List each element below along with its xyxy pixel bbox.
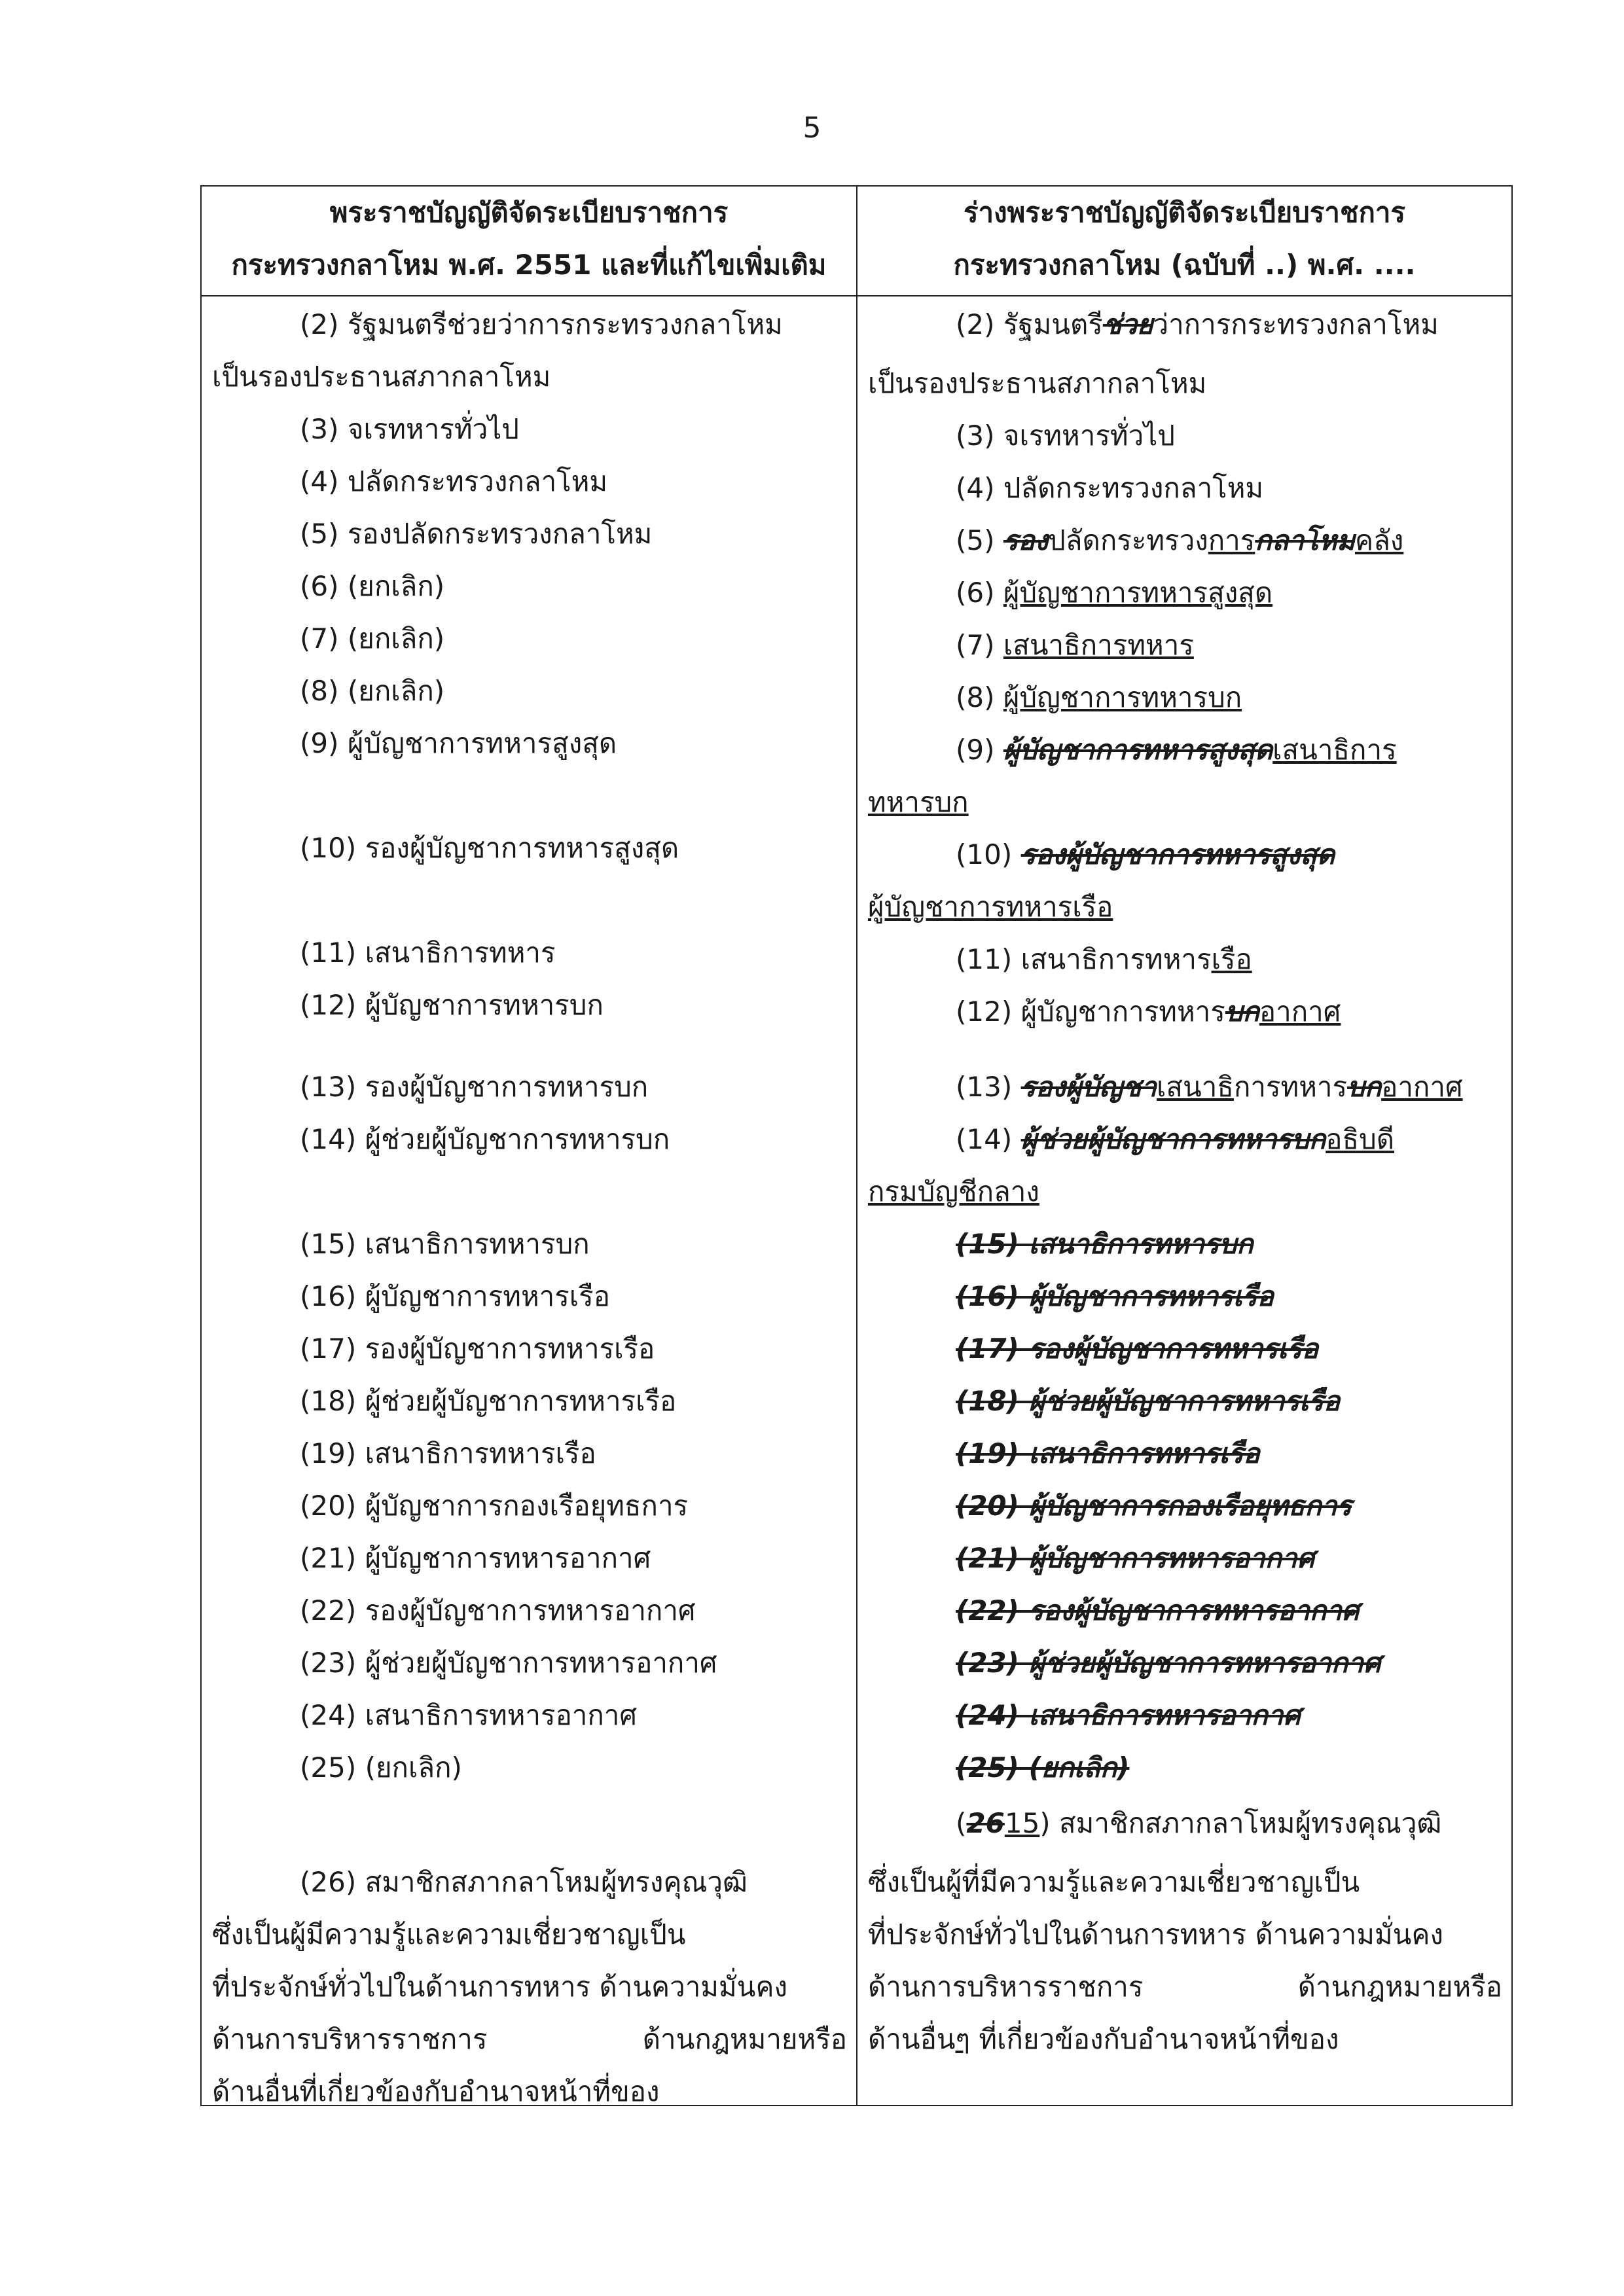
right-line (956, 1066, 1502, 1109)
left-line: (25) (ยกเลิก) (300, 1751, 462, 1784)
left-line: (3) จเรทหารทั่วไป (300, 413, 519, 445)
right-line (956, 676, 1502, 719)
left-line: ที่ประจักษ์ทั่วไปในด้านการทหาร ด้านความมั่นคง (212, 1971, 787, 2003)
header-draft-law-line-1: ร่างพระราชบัญญัติจัดระเบียบราชการ (963, 196, 1406, 228)
right-line (956, 1589, 1502, 1632)
header-draft-law (857, 186, 1512, 296)
right-line (956, 1694, 1502, 1737)
inserted-text: ๆ (955, 2023, 971, 2055)
left-line: (19) เสนาธิการทหารเรือ (300, 1437, 596, 1469)
inserted-text: เสนาธิการ (1272, 734, 1397, 766)
deleted-text: (18) ผู้ช่วยผู้บัญชาการทหารเรือ (956, 1385, 1341, 1417)
left-line: (15) เสนาธิการทหารบก (300, 1228, 590, 1260)
deleted-text: บก (1347, 1071, 1382, 1103)
left-line: (16) ผู้บัญชาการทหารเรือ (300, 1280, 610, 1312)
right-line: เป็นรองประธานสภากลาโหม (868, 367, 1207, 399)
deleted-text: (17) รองผู้บัญชาการทหารเรือ (956, 1333, 1319, 1365)
left-line: (7) (ยกเลิก) (300, 622, 445, 655)
right-line: ด้านการบริหารราชการ ด้านกฎหมายหรือ (868, 1971, 1502, 2003)
deleted-text: ผู้บัญชาการทหารสูงสุด (1003, 734, 1273, 766)
left-line: (23) ผู้ช่วยผู้บัญชาการทหารอากาศ (300, 1647, 717, 1679)
deleted-text: (24) เสนาธิการทหารอากาศ (956, 1699, 1301, 1731)
right-line (956, 624, 1502, 667)
right-line (956, 990, 1502, 1033)
right-line (956, 1223, 1502, 1266)
inserted-text: เรือ (1211, 943, 1252, 975)
right-line (956, 1118, 1502, 1161)
left-line: (5) รองปลัดกระทรวงกลาโหม (300, 518, 653, 550)
draft-text: (14) (956, 1123, 1021, 1155)
deleted-text: ผู้ช่วยผู้บัญชาการทหารบก (1020, 1123, 1326, 1155)
left-line: (26) สมาชิกสภากลาโหมผู้ทรงคุณวุฒิ (300, 1866, 748, 1898)
deleted-text: รอง (1003, 524, 1049, 556)
left-line: (2) รัฐมนตรีช่วยว่าการกระทรวงกลาโหม (300, 308, 783, 340)
draft-text: ปลัดกระทรวง (1048, 524, 1208, 556)
right-line (956, 1537, 1502, 1580)
left-line: (18) ผู้ช่วยผู้บัญชาการทหารเรือ (300, 1385, 677, 1417)
header-current-law-line-1: พระราชบัญญัติจัดระเบียบราชการ (329, 196, 729, 228)
comparison-table (200, 185, 1513, 2106)
draft-text: ว่าการกระทรวงกลาโหม (1153, 308, 1439, 340)
deleted-text: (21) ผู้บัญชาการทหารอากาศ (956, 1542, 1315, 1574)
inserted-text: เสนาธิ (1157, 1071, 1234, 1103)
left-line: (12) ผู้บัญชาการทหารบก (300, 989, 604, 1021)
draft-text: (2) รัฐมนตรี (956, 308, 1103, 340)
deleted-text: บก (1225, 996, 1259, 1028)
draft-text: (6) (956, 577, 1003, 609)
inserted-text: อธิบดี (1326, 1123, 1395, 1155)
left-line: ซึ่งเป็นผู้มีความรู้และความเชี่ยวชาญเป็น (212, 1918, 686, 1950)
deleted-text: (19) เสนาธิการทหารเรือ (956, 1437, 1260, 1469)
left-line: (14) ผู้ช่วยผู้บัญชาการทหารบก (300, 1123, 670, 1155)
right-line: ซึ่งเป็นผู้ที่มีความรู้และความเชี่ยวชาญเป็น (868, 1866, 1360, 1898)
draft-text: ที่เกี่ยวข้องกับอำนาจหน้าที่ของ (970, 2023, 1339, 2055)
left-line: (9) ผู้บัญชาการทหารสูงสุด (300, 727, 617, 759)
header-current-law-line-2: กระทรวงกลาโหม พ.ศ. 2551 และที่แก้ไขเพิ่มเติม (231, 249, 827, 281)
right-line (956, 833, 1502, 876)
deleted-text: (22) รองผู้บัญชาการทหารอากาศ (956, 1594, 1360, 1626)
inserted-text: คลัง (1354, 524, 1404, 556)
left-line: (24) เสนาธิการทหารอากาศ (300, 1699, 638, 1731)
right-line (956, 1327, 1502, 1371)
draft-text: (8) (956, 681, 1003, 713)
header-current-law (201, 186, 857, 296)
right-line (956, 1746, 1502, 1789)
inserted-text: ทหารบก (868, 786, 969, 818)
deleted-text: (15) เสนาธิการทหารบก (956, 1228, 1254, 1260)
left-line: ด้านการบริหารราชการ ด้านกฎหมายหรือ (212, 2023, 847, 2055)
inserted-text: ผู้บัญชาการทหารเรือ (868, 891, 1113, 923)
left-line: ด้านอื่นที่เกี่ยวข้องกับอำนาจหน้าที่ของ (212, 2075, 660, 2108)
draft-text: (10) (956, 838, 1021, 870)
left-line: เป็นรองประธานสภากลาโหม (212, 361, 551, 393)
left-line: (22) รองผู้บัญชาการทหารอากาศ (300, 1594, 696, 1626)
inserted-text: ผู้บัญชาการทหารสูงสุด (1003, 577, 1273, 609)
draft-text: (9) (956, 734, 1003, 766)
right-line (868, 886, 1502, 929)
inserted-text: ผู้บัญชาการทหารบก (1003, 681, 1242, 713)
deleted-text: (16) ผู้บัญชาการทหารเรือ (956, 1280, 1274, 1312)
draft-law-column (857, 296, 1512, 2106)
left-line: (21) ผู้บัญชาการทหารอากาศ (300, 1542, 651, 1574)
draft-text: ) สมาชิกสภากลาโหมผู้ทรงคุณวุฒิ (1039, 1807, 1442, 1839)
header-draft-law-line-2: กระทรวงกลาโหม (ฉบับที่ ..) พ.ศ. .... (953, 249, 1416, 281)
inserted-text: อากาศ (1381, 1071, 1463, 1103)
right-line (956, 1802, 1502, 1845)
right-line: ที่ประจักษ์ทั่วไปในด้านการทหาร ด้านความมั่นคง (868, 1918, 1443, 1950)
left-line: (20) ผู้บัญชาการกองเรือยุทธการ (300, 1490, 689, 1522)
draft-text: (5) (956, 524, 1003, 556)
draft-text: (13) (956, 1071, 1021, 1103)
inserted-text: กรมบัญชีกลาง (868, 1175, 1039, 1208)
right-line (956, 1484, 1502, 1528)
draft-text: การทหาร (1233, 1071, 1348, 1103)
draft-text: (12) ผู้บัญชาการทหาร (956, 996, 1225, 1028)
left-line: (6) (ยกเลิก) (300, 570, 445, 602)
draft-text: ( (956, 1807, 967, 1839)
right-line (956, 571, 1502, 615)
right-line (956, 728, 1502, 772)
right-line (956, 1432, 1502, 1475)
right-line (868, 2018, 1502, 2061)
deleted-text: รองผู้บัญชา (1020, 1071, 1157, 1103)
inserted-text: 15 (1004, 1807, 1040, 1839)
right-line: (3) จเรทหารทั่วไป (956, 420, 1175, 452)
right-line (956, 1275, 1502, 1318)
left-line: (10) รองผู้บัญชาการทหารสูงสุด (300, 832, 679, 864)
right-line (868, 781, 1502, 824)
right-line (956, 1380, 1502, 1423)
left-line: (11) เสนาธิการทหาร (300, 937, 556, 969)
deleted-text: ช่วย (1102, 308, 1153, 340)
current-law-column (201, 296, 857, 2106)
left-line: (4) ปลัดกระทรวงกลาโหม (300, 465, 608, 497)
page-number: 5 (803, 111, 821, 145)
right-line (956, 519, 1502, 562)
deleted-text: กลาโหม (1255, 524, 1355, 556)
draft-text: (11) เสนาธิการทหาร (956, 943, 1212, 975)
right-line: (4) ปลัดกระทรวงกลาโหม (956, 472, 1264, 504)
inserted-text: เสนาธิการทหาร (1003, 629, 1194, 661)
deleted-text: (20) ผู้บัญชาการกองเรือยุทธการ (956, 1490, 1352, 1522)
left-line: (8) (ยกเลิก) (300, 675, 445, 707)
deleted-text: (23) ผู้ช่วยผู้บัญชาการทหารอากาศ (956, 1647, 1381, 1679)
inserted-text: การ (1208, 524, 1255, 556)
left-line: (13) รองผู้บัญชาการทหารบก (300, 1071, 649, 1103)
right-line (956, 938, 1502, 981)
inserted-text: อากาศ (1259, 996, 1341, 1028)
left-line: (17) รองผู้บัญชาการทหารเรือ (300, 1333, 655, 1365)
draft-text: (7) (956, 629, 1003, 661)
deleted-text: (25) (ยกเลิก) (956, 1751, 1130, 1784)
deleted-text: 26 (966, 1807, 1005, 1839)
draft-text: ด้านอื่น (868, 2023, 956, 2055)
right-line (956, 1641, 1502, 1685)
right-line (956, 303, 1502, 346)
deleted-text: รองผู้บัญชาการทหารสูงสุด (1020, 838, 1335, 870)
right-line (868, 1170, 1502, 1213)
